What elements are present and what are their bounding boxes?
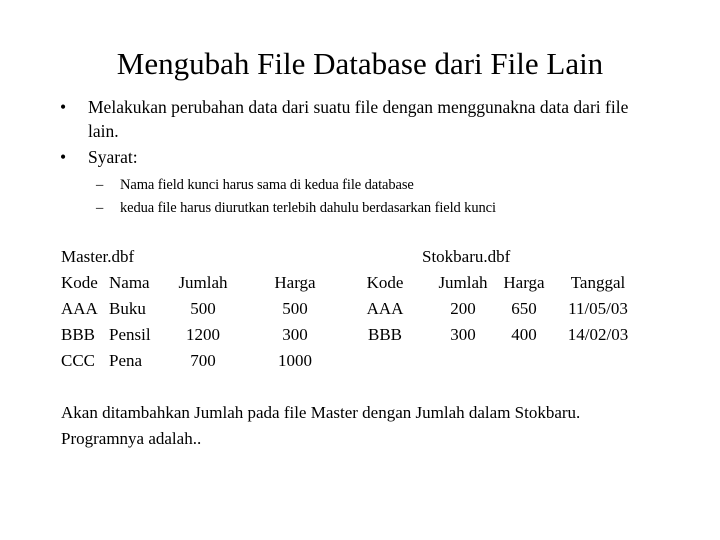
cell-nama: Pena	[109, 351, 143, 370]
bullet-item	[60, 145, 660, 169]
cell-kode: BBB	[367, 325, 403, 344]
cell-kode: BBB	[61, 325, 96, 344]
sub-bullet-item	[96, 197, 496, 220]
cell-kode: AAA	[61, 299, 98, 318]
header-jumlah: Jumlah	[438, 273, 488, 292]
sub-bullet-text: Nama field kunci harus sama di kedua file database	[120, 177, 414, 193]
table-row	[61, 296, 361, 322]
header-kode: Kode	[61, 273, 98, 292]
table-row	[360, 322, 660, 348]
master-file-label: Master.dbf	[61, 247, 135, 266]
bullet-marker: •	[60, 97, 67, 117]
cell-harga: 300	[282, 325, 308, 344]
sub-bullet-item	[96, 174, 496, 197]
cell-tanggal: 11/05/03	[568, 299, 628, 318]
table-header-row	[360, 270, 660, 296]
closing-line: Akan ditambahkan Jumlah pada file Master dengan Jumlah dalam Stokbaru.	[61, 403, 581, 422]
closing-line: Programnya adalah..	[61, 429, 202, 448]
table-header-row	[61, 270, 361, 296]
cell-kode: AAA	[366, 299, 404, 318]
bullet-item	[60, 95, 660, 143]
closing-text	[61, 400, 681, 452]
bullet-text: Syarat:	[88, 147, 138, 167]
cell-nama: Buku	[109, 299, 146, 318]
cell-kode: CCC	[61, 351, 96, 370]
table-row	[360, 296, 660, 322]
header-harga: Harga	[503, 273, 545, 292]
header-kode: Kode	[366, 273, 404, 292]
bullet-text: Melakukan perubahan data dari suatu file dengan menggunakna data dari file lain.	[88, 97, 629, 141]
stokbaru-file-label: Stokbaru.dbf	[422, 247, 511, 266]
cell-jumlah: 1200	[186, 325, 220, 344]
bullet-marker: •	[60, 147, 67, 167]
header-tanggal: Tanggal	[570, 273, 626, 292]
sub-bullet-marker: –	[96, 177, 104, 193]
stokbaru-table	[360, 244, 660, 348]
cell-jumlah: 300	[450, 325, 476, 344]
sub-bullet-marker: –	[96, 200, 104, 216]
cell-harga: 1000	[278, 351, 312, 370]
cell-tanggal: 14/02/03	[567, 325, 629, 344]
cell-harga: 400	[511, 325, 537, 344]
header-harga: Harga	[274, 273, 316, 292]
master-table	[61, 244, 361, 374]
sub-bullet-text: kedua file harus diurutkan terlebih dahulu berdasarkan field kunci	[120, 200, 496, 216]
cell-jumlah: 700	[190, 351, 216, 370]
table-label-row	[360, 244, 660, 270]
header-nama: Nama	[109, 273, 150, 292]
bullet-list	[60, 95, 660, 171]
table-row	[61, 322, 361, 348]
cell-jumlah: 200	[450, 299, 476, 318]
cell-nama: Pensil	[109, 325, 151, 344]
slide-title: Mengubah File Database dari File Lain	[116, 46, 604, 81]
cell-harga: 650	[511, 299, 537, 318]
header-jumlah: Jumlah	[178, 273, 228, 292]
table-label-row	[61, 244, 361, 270]
table-row	[61, 348, 361, 374]
cell-jumlah: 500	[190, 299, 216, 318]
sub-bullet-list	[96, 174, 496, 220]
cell-harga: 500	[282, 299, 308, 318]
